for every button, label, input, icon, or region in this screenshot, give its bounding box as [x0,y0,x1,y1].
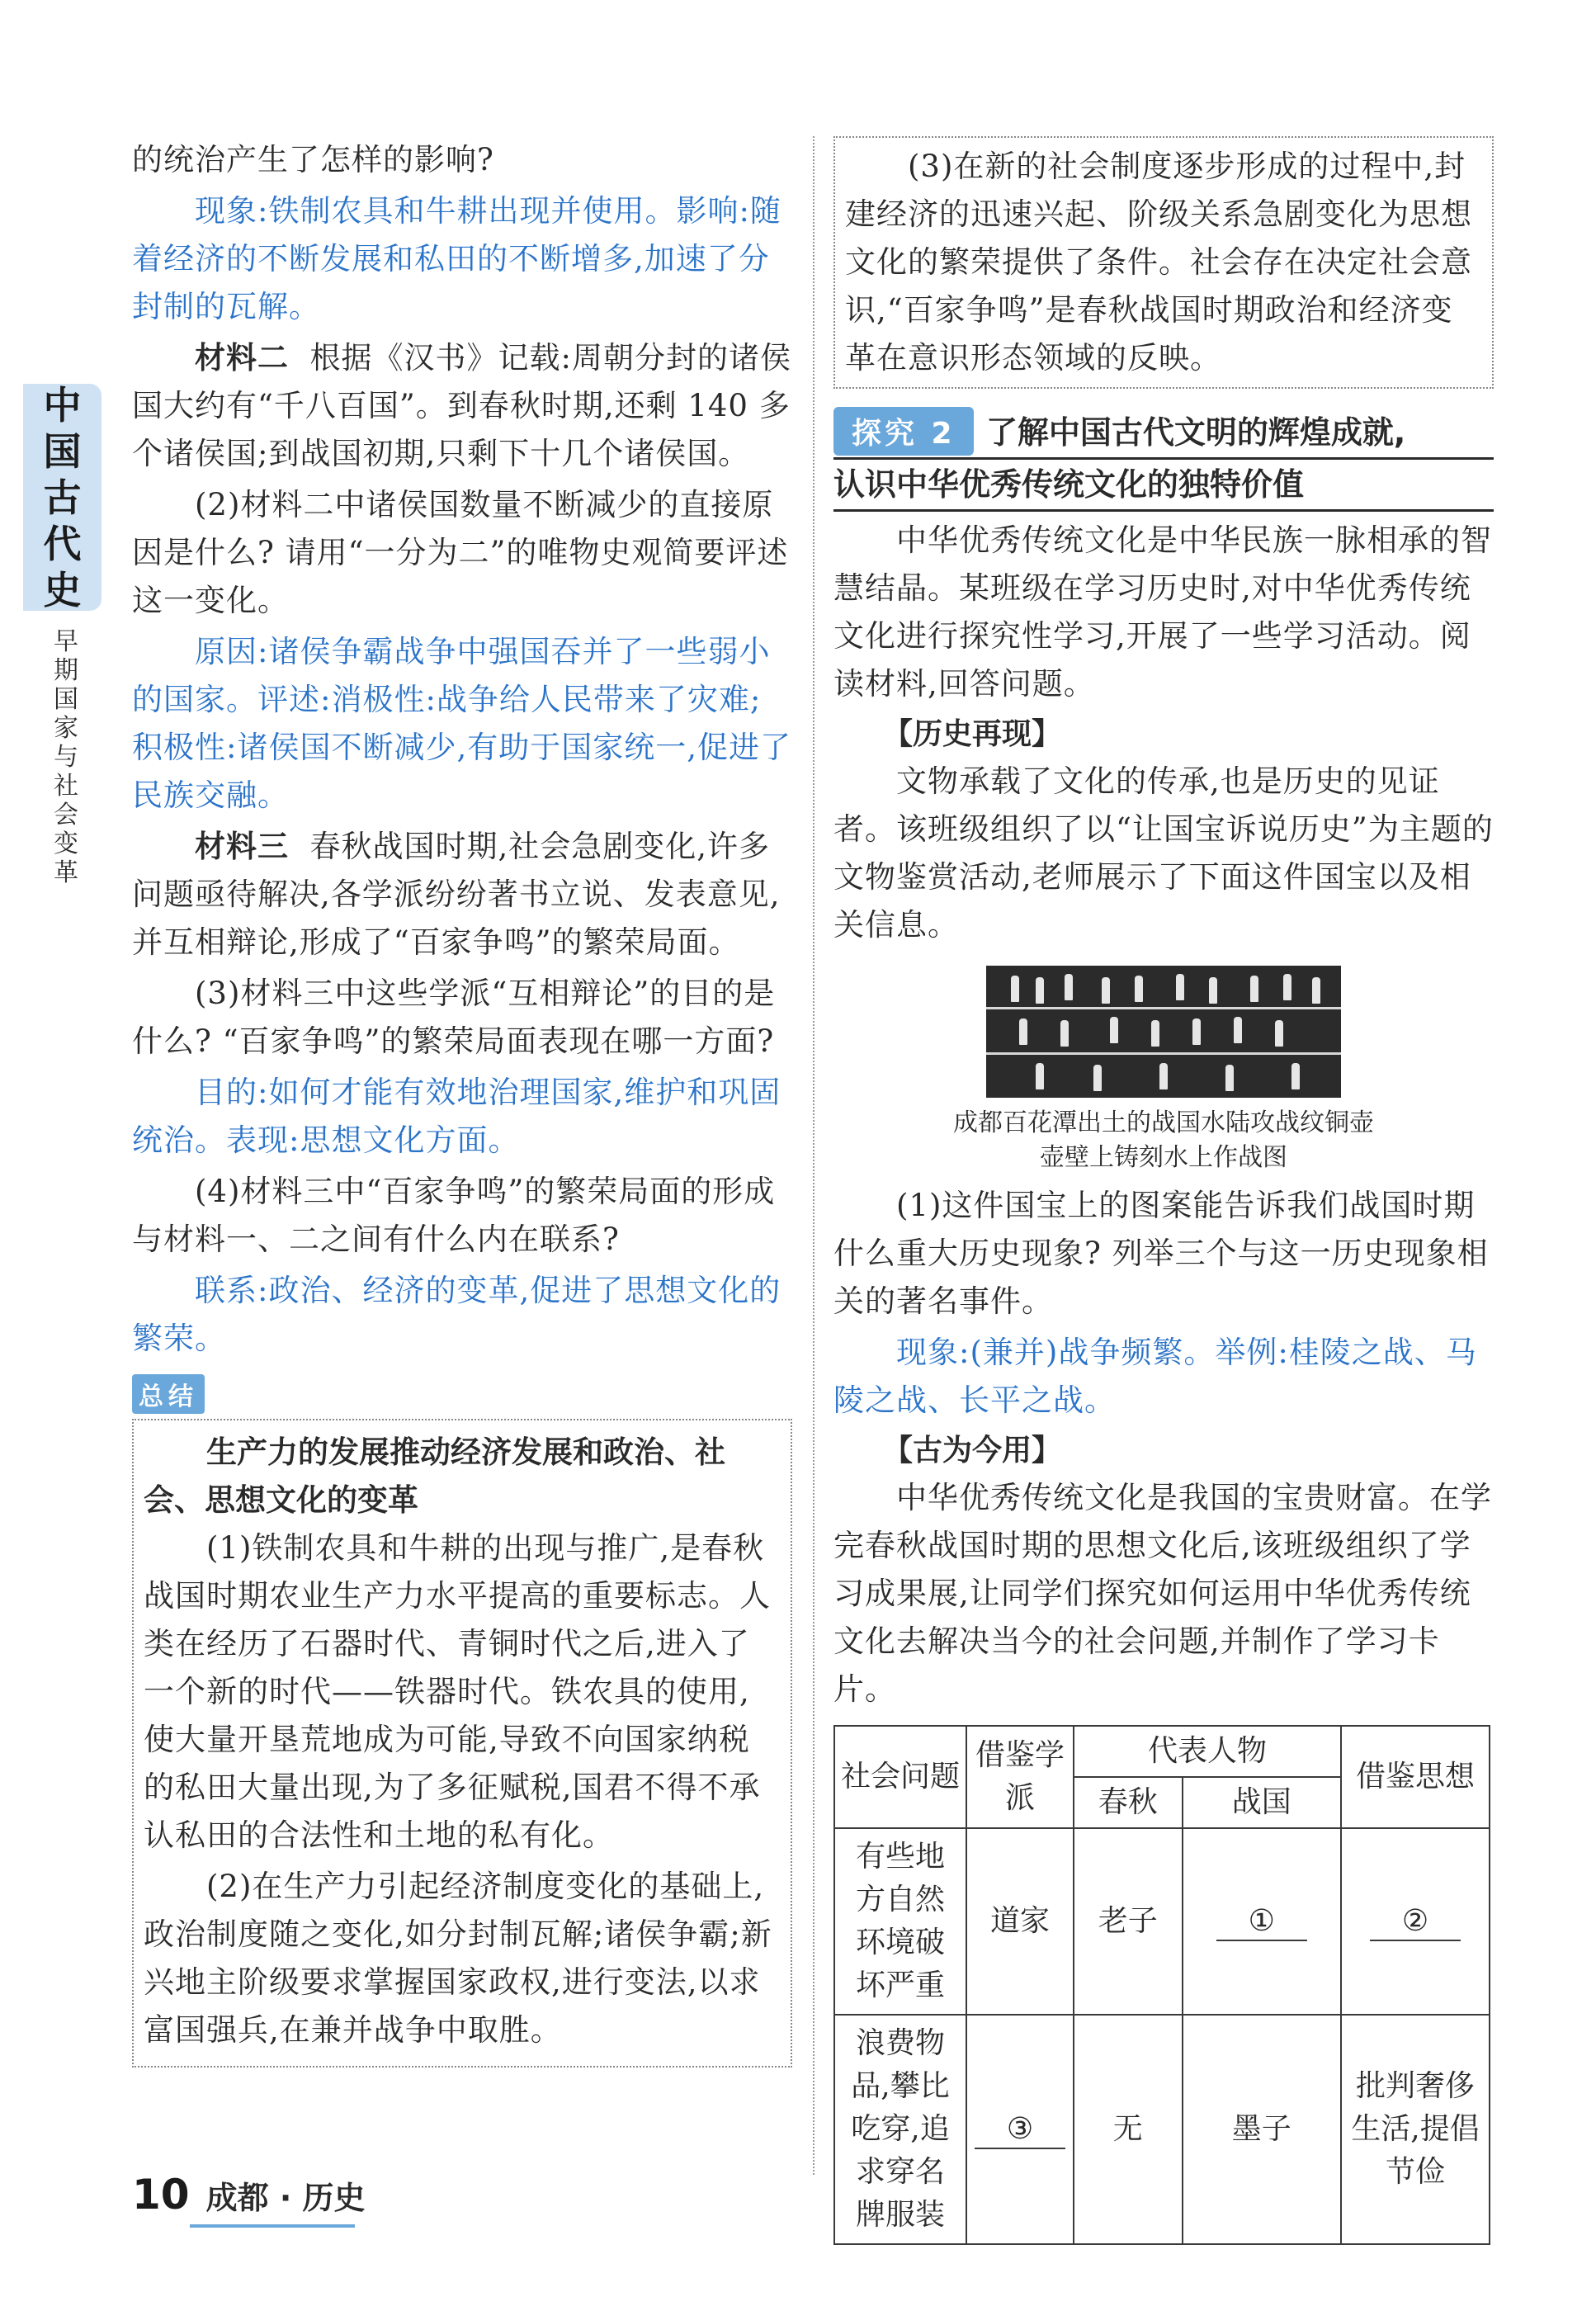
explore-intro: 中华优秀传统文化是中华民族一脉相承的智慧结晶。某班级在学习历史时,对中华优秀传统文化进行探究性学习,开展了一些学习活动。阅读材料,回答问题。 [833,522,1492,702]
header-people: 代表人物 [1074,1726,1341,1777]
header-spring-autumn: 春秋 [1074,1777,1183,1828]
material-2 [132,334,792,478]
summary-section [132,1374,792,2068]
summary-tag: 总结 [132,1374,205,1414]
cell-school-blank [966,2015,1074,2244]
answer-4: 联系:政治、经济的变革,促进了思想文化的繁荣。 [132,1273,781,1356]
explore-title-2: 认识中华优秀传统文化的独特价值 [833,466,1305,503]
explore-answer-1: 现象:(兼并)战争频繁。举例:桂陵之战、马陵之战、长平之战。 [833,1335,1477,1418]
blank-1: ① [1216,1903,1307,1941]
header-warring-states: 战国 [1183,1777,1341,1828]
page-number: 10 [132,2171,190,2219]
tab-char: 中 [43,382,82,428]
summary-continued-box [833,136,1494,389]
explore-title-1: 了解中国古代文明的辉煌成就, [985,414,1406,451]
right-column [833,136,1494,2245]
cell-school: 道家 [966,1828,1074,2015]
header-school: 借鉴学派 [966,1726,1074,1828]
unit-subtitle [50,627,83,887]
tab-char: 古 [43,475,82,520]
table-row [834,2015,1490,2244]
subtitle-char: 期 [54,656,78,685]
table-row [834,1828,1490,2015]
blank-3: ③ [975,2111,1065,2149]
subtitle-char: 国 [54,685,78,714]
chapter-tab [23,384,102,611]
answer-3: 目的:如何才能有效地治理国家,维护和巩固统治。表现:思想文化方面。 [132,1075,781,1158]
summary-point-3: (3)在新的社会制度逐步形成的过程中,封建经济的迅速兴起、阶级关系急剧变化为思想文化的繁荣提供了条件。社会存在决定社会意识,“百家争鸣”是春秋战国时期政治和经济变革在意识形态领域的反映。 [845,149,1472,376]
subtitle-char: 家 [54,714,78,743]
cell-problem: 浪费物品,攀比吃穿,追求穿名牌服装 [834,2015,966,2244]
cell-spring: 老子 [1074,1828,1183,2015]
page-footer [132,2171,366,2219]
footer-accent-line [190,2224,355,2228]
question-1-tail: 的统治产生了怎样的影响? [132,142,494,177]
explore-title-line-2 [833,460,1494,512]
summary-title: 生产力的发展推动经济发展和政治、社会、思想文化的变革 [144,1434,725,1518]
cell-warring: 墨子 [1183,2015,1341,2244]
explore-title-line-1 [833,407,1494,460]
cell-spring: 无 [1074,2015,1183,2244]
table-header-row [834,1726,1490,1777]
study-card-table [833,1725,1490,2245]
subtitle-char: 与 [54,743,78,772]
image-caption-2: 壶壁上铸刻水上作战图 [1040,1143,1287,1172]
subtitle-char: 革 [54,858,78,887]
column-divider [813,136,815,2175]
material-3-label: 材料三 [195,829,289,864]
image-caption-1: 成都百花潭出土的战国水陆攻战纹铜壶 [953,1108,1374,1137]
answer-1: 现象:铁制农具和牛耕出现并使用。影响:随着经济的不断发展和私田的不断增多,加速了分封制的瓦解。 [132,193,781,324]
cell-thought-blank [1341,1828,1490,2015]
summary-point-2: (2)在生产力引起经济制度变化的基础上,政治制度随之变化,如分封制瓦解;诸侯争霸;新兴地主阶级要求掌握国家政权,进行变法,以求富国强兵,在兼并战争中取胜。 [144,1869,772,2048]
history-reappear-text: 文物承载了文化的传承,也是历史的见证者。该班级组织了以“让国宝诉说历史”为主题的文物鉴赏活动,老师展示了下面这件国宝以及相关信息。 [833,763,1494,943]
section-history-reappear: 【历史再现】 [883,717,1062,751]
bronze-pot-image [986,966,1341,1098]
past-for-present-text: 中华优秀传统文化是我国的宝贵财富。在学完春秋战国时期的思想文化后,该班级组织了学习成果展,让同学们探究如何运用中华优秀传统文化去解决当今的社会问题,并制作了学习卡片。 [833,1480,1492,1707]
question-4: (4)材料三中“百家争鸣”的繁荣局面的形成与材料一、二之间有什么内在联系? [132,1174,776,1257]
subtitle-char: 变 [54,829,78,858]
material-2-text: 根据《汉书》记载:周朝分封的诸侯国大约有“千八百国”。到春秋时期,还剩 140 多个诸侯国;到战国初期,只剩下十几个诸侯国。 [132,340,791,471]
material-3 [132,823,792,966]
header-thought: 借鉴思想 [1341,1726,1490,1828]
tab-char: 史 [43,567,82,612]
subtitle-char: 早 [54,627,78,656]
material-2-label: 材料二 [195,340,289,376]
book-title: 成都 · 历史 [205,2180,366,2216]
tab-char: 国 [43,428,82,474]
summary-point-1: (1)铁制农具和牛耕的出现与推广,是春秋战国时期农业生产力水平提高的重要标志。人类在经历了石器时代、青铜时代之后,进入了一个新的时代——铁器时代。铁农具的使用,使大量开垦荒地成为可能,导致不向国家纳税的私田大量出现,为了多征赋税,国君不得不承认私田的合法性和土地的私有化。 [144,1530,771,1853]
left-column [132,136,792,2068]
explore-badge: 探究 2 [833,407,974,456]
material-3-text: 春秋战国时期,社会急剧变化,许多问题亟待解决,各学派纷纷著书立说、发表意见,并互相辩论,形成了“百家争鸣”的繁荣局面。 [132,829,781,960]
blank-2: ② [1370,1903,1461,1941]
subtitle-char: 会 [54,801,78,829]
explore-question-1: (1)这件国宝上的图案能告诉我们战国时期什么重大历史现象? 列举三个与这一历史现象相关的著名事件。 [833,1188,1489,1319]
summary-box [132,1419,792,2068]
cell-problem: 有些地方自然环境破坏严重 [834,1828,966,2015]
question-3: (3)材料三中这些学派“互相辩论”的目的是什么? “百家争鸣”的繁荣局面表现在哪一方面? [132,976,776,1059]
explore-2-header [833,407,1494,512]
tab-char: 代 [43,521,82,566]
question-2: (2)材料二中诸侯国数量不断减少的直接原因是什么? 请用“一分为二”的唯物史观简要评述这一变化。 [132,487,789,618]
subtitle-char: 社 [54,772,78,801]
cell-warring-blank [1183,1828,1341,2015]
answer-2: 原因:诸侯争霸战争中强国吞并了一些弱小的国家。评述:消极性:战争给人民带来了灾难;积极性:诸侯国不断减少,有助于国家统一,促进了民族交融。 [132,634,791,813]
section-past-for-present: 【古为今用】 [883,1434,1062,1467]
header-problem: 社会问题 [834,1726,966,1828]
cell-thought: 批判奢侈生活,提倡节俭 [1341,2015,1490,2244]
